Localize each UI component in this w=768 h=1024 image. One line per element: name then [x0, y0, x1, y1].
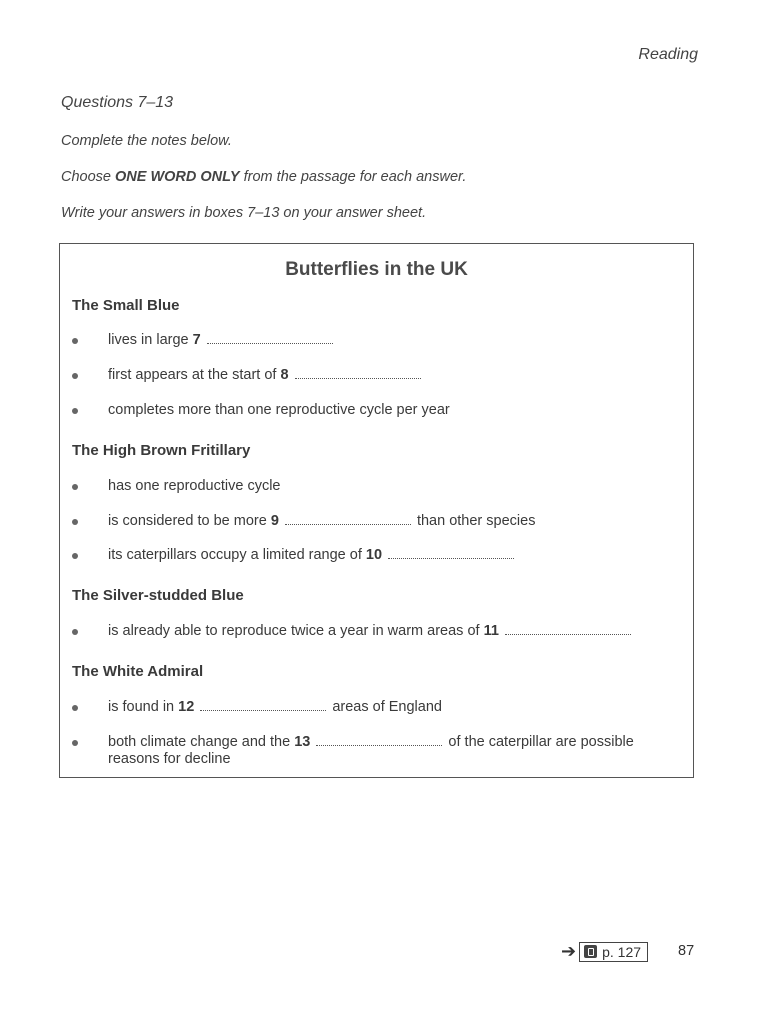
- bullet-dot: [72, 705, 78, 711]
- answer-key-icon: [584, 945, 597, 958]
- section-label: Reading: [638, 46, 698, 63]
- instruction-choose-pre: Choose: [61, 169, 116, 185]
- note-text: its caterpillars occupy a limited range of: [108, 547, 366, 563]
- question-number-7: 7: [192, 332, 201, 348]
- answer-key-page: p. 127: [602, 943, 642, 960]
- heading-small-blue: The Small Blue: [72, 297, 180, 314]
- question-number-11: 11: [483, 623, 499, 639]
- bullet-dot: [72, 408, 78, 414]
- bullet-dot: [72, 629, 78, 635]
- instruction-complete: Complete the notes below.: [61, 133, 232, 149]
- note-text: is considered to be more: [108, 513, 271, 529]
- note-text: completes more than one reproductive cycle per year: [108, 402, 450, 418]
- answer-key-box: [579, 942, 648, 962]
- question-number-8: 8: [280, 367, 289, 383]
- note-text: both climate change and the: [108, 734, 295, 750]
- answer-blank-13[interactable]: [316, 736, 442, 746]
- note-bullet-small-blue-cycle: [72, 402, 675, 419]
- question-number-10: 10: [365, 547, 383, 563]
- heading-fritillary: The High Brown Fritillary: [72, 442, 251, 459]
- note-bullet-fritillary-cycle: [72, 478, 675, 495]
- answer-blank-7[interactable]: [207, 334, 333, 344]
- note-text: lives in large: [108, 332, 193, 348]
- note-text-after: areas of England: [328, 699, 442, 715]
- note-bullet-13: [72, 734, 675, 768]
- instruction-write: Write your answers in boxes 7–13 on your answer sheet.: [61, 205, 427, 221]
- instruction-choose: [61, 169, 466, 185]
- note-text-after: than other species: [412, 513, 536, 529]
- bullet-dot: [72, 740, 78, 746]
- note-bullet-7: [72, 332, 675, 349]
- question-number-9: 9: [270, 513, 279, 529]
- note-text: first appears at the start of: [108, 367, 281, 383]
- note-text: has one reproductive cycle: [108, 478, 281, 494]
- note-text: is already able to reproduce twice a year in warm areas of: [108, 623, 484, 639]
- questions-title: Questions 7–13: [61, 94, 174, 111]
- note-bullet-11: [72, 623, 675, 640]
- heading-silver-studded: The Silver-studded Blue: [72, 587, 244, 604]
- notes-title: Butterflies in the UK: [285, 259, 468, 280]
- note-text-after: of the caterpillar are possible reasons for decline: [108, 734, 634, 767]
- note-bullet-10: [72, 547, 675, 564]
- instruction-choose-post: from the passage for each answer.: [239, 169, 467, 185]
- bullet-dot: [72, 553, 78, 559]
- answer-key-reference[interactable]: [561, 941, 648, 962]
- answer-blank-9[interactable]: [285, 515, 411, 525]
- heading-white-admiral: The White Admiral: [72, 663, 204, 680]
- bullet-dot: [72, 484, 78, 490]
- bullet-dot: [72, 519, 78, 525]
- answer-blank-8[interactable]: [295, 369, 421, 379]
- note-bullet-9: [72, 513, 675, 530]
- answer-blank-12[interactable]: [200, 701, 326, 711]
- instruction-word-limit: ONE WORD ONLY: [115, 169, 240, 185]
- bullet-dot: [72, 338, 78, 344]
- answer-blank-10[interactable]: [388, 549, 514, 559]
- question-number-12: 12: [178, 699, 195, 715]
- page-number: 87: [678, 943, 695, 959]
- bullet-dot: [72, 373, 78, 379]
- note-text: is found in: [108, 699, 179, 715]
- arrow-right-icon: ➔: [561, 941, 577, 961]
- question-number-13: 13: [294, 734, 311, 750]
- answer-blank-11[interactable]: [505, 625, 631, 635]
- note-bullet-8: [72, 367, 675, 384]
- note-bullet-12: [72, 699, 675, 716]
- notes-box: [59, 243, 694, 778]
